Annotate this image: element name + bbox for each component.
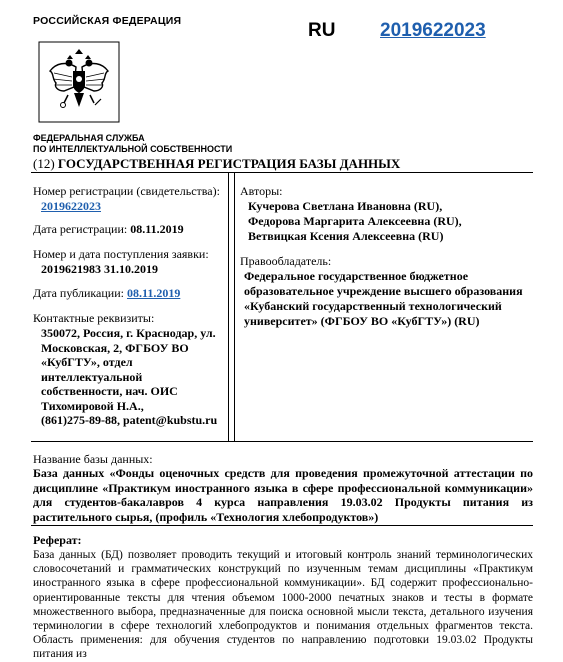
db-name-label: Название базы данных: bbox=[33, 452, 153, 466]
contacts-line: (861)275-89-88, patent@kubstu.ru bbox=[41, 413, 218, 427]
contacts-line: Московская, 2, ФГБОУ ВО bbox=[41, 340, 189, 355]
contacts-label: Контактные реквизиты: bbox=[33, 311, 155, 325]
owner-line: университет» (ФГБОУ ВО «КубГТУ») (RU) bbox=[244, 314, 480, 328]
author-item: Ветвицкая Ксения Алексеевна (RU) bbox=[248, 229, 444, 243]
reg-number-link[interactable]: 2019622023 bbox=[41, 199, 101, 213]
contacts-block bbox=[41, 326, 226, 428]
document-title bbox=[33, 156, 400, 172]
column-divider-right bbox=[234, 173, 235, 441]
registration-number-link[interactable]: 2019622023 bbox=[380, 20, 486, 41]
db-name: База данных «Фонды оценочных средств для проведения промежуточной аттестации по дисциплине «Практикум иностранного языка в сфере профессиональной коммуникации» для студентов-бакалавров 4 курса направления 19.03.02 Продукты питания из растительного сырья, (профиль «Технология хлебопродуктов») bbox=[33, 466, 533, 524]
owner-label: Правообладатель: bbox=[240, 254, 332, 268]
contacts-line: 350072, Россия, г. Краснодар, ул. bbox=[41, 326, 216, 340]
column-divider-left bbox=[228, 173, 229, 441]
reg-date-label bbox=[33, 222, 184, 236]
pub-date-link[interactable]: 08.11.2019 bbox=[126, 286, 181, 300]
pub-date-label-text: Дата публикации: bbox=[33, 286, 124, 300]
divider-bottom bbox=[31, 525, 533, 526]
authors-label: Авторы: bbox=[240, 184, 283, 198]
abstract-text: База данных (БД) позволяет проводить текущий и итоговый контроль знаний терминологических словосочетаний и грамматических конструкций по изученным темам дисциплины «Практикум иностранного языка в сфере профессиональной коммуникации». БД содержит профессионально-ориентированные тексты для чтения объемом 1000-2000 печатных знаков и тесты в формате множественного выбора, предназначенные для поиска основной мысли текста, детального изучения терминологии в сфере технологий хлебопродуктов и понимания отдельных фрагментов текста. Область применения: для обучения студентов по направлению подготовки 19.03.02 Продукты питания из bbox=[33, 549, 533, 661]
contacts-line: интеллектуальной bbox=[41, 369, 143, 384]
contacts-line: собственности, нач. ОИС bbox=[41, 384, 178, 398]
reg-date-value: 08.11.2019 bbox=[130, 222, 184, 236]
contacts-line: «КубГТУ», отдел bbox=[41, 355, 133, 369]
author-item: Кучерова Светлана Ивановна (RU), bbox=[248, 199, 443, 213]
owner-line: «Кубанский государственный технологический bbox=[244, 299, 502, 313]
agency-name bbox=[33, 133, 232, 155]
reg-number-label: Номер регистрации (свидетельства): bbox=[33, 184, 220, 198]
agency-line-2: ПО ИНТЕЛЛЕКТУАЛЬНОЙ СОБСТВЕННОСТИ bbox=[33, 144, 233, 154]
owner-line: образовательное учреждение высшего образования bbox=[244, 284, 523, 298]
application-value: 2019621983 31.10.2019 bbox=[41, 262, 158, 276]
owner-block bbox=[244, 269, 523, 329]
coat-of-arms-emblem bbox=[38, 41, 120, 123]
owner-line: Федеральное государственное бюджетное bbox=[244, 269, 469, 283]
divider-middle bbox=[31, 441, 533, 442]
contacts-line: Тихомировой Н.А., bbox=[41, 398, 144, 413]
agency-line-1: ФЕДЕРАЛЬНАЯ СЛУЖБА bbox=[33, 133, 145, 143]
divider-top bbox=[31, 172, 533, 173]
country-code: RU bbox=[308, 20, 336, 41]
document-kind-code: (12) bbox=[33, 156, 55, 171]
document-kind: ГОСУДАРСТВЕННАЯ РЕГИСТРАЦИЯ БАЗЫ ДАННЫХ bbox=[57, 156, 401, 171]
abstract-label: Реферат: bbox=[33, 533, 82, 547]
application-label: Номер и дата поступления заявки: bbox=[33, 247, 209, 261]
author-item: Федорова Маргарита Алексеевна (RU), bbox=[248, 214, 462, 228]
country-name: РОССИЙСКАЯ ФЕДЕРАЦИЯ bbox=[33, 15, 182, 27]
reg-date-label-text: Дата регистрации: bbox=[33, 222, 128, 236]
authors-list bbox=[248, 199, 462, 244]
pub-date-label bbox=[33, 286, 180, 300]
